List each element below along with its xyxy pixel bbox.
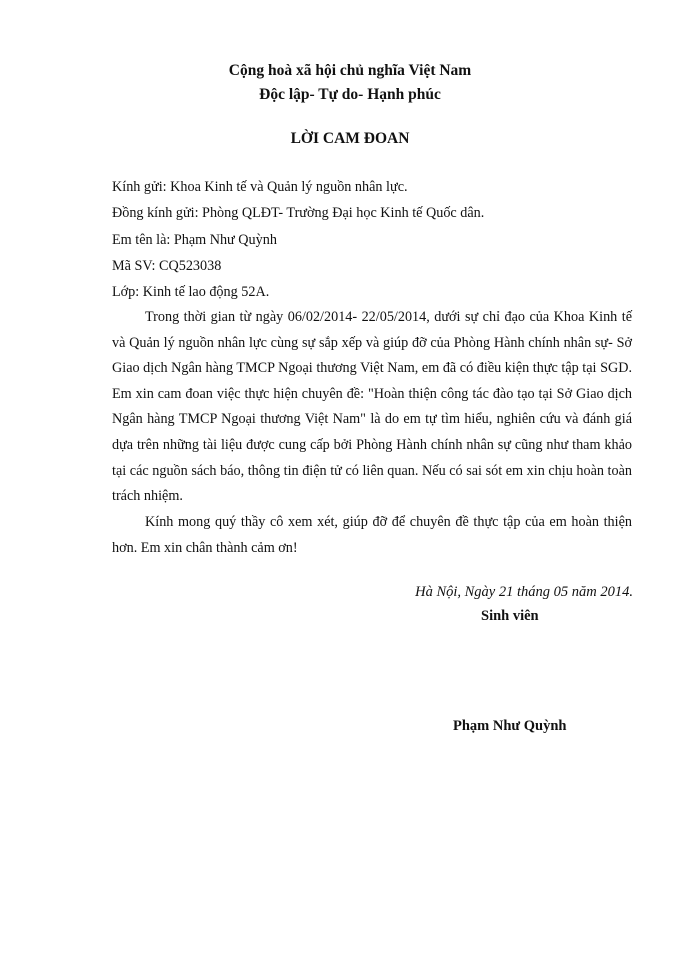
closing-paragraph: Kính mong quý thầy cô xem xét, giúp đỡ để chuyên đề thực tập của em hoàn thiện hơn. Em xin chân thành cảm ơn! [112,514,632,556]
national-name-heading: Cộng hoà xã hội chủ nghĩa Việt Nam [228,62,472,79]
signer-name: Phạm Như Quỳnh [453,718,567,734]
declaration-paragraph: Trong thời gian từ ngày 06/02/2014- 22/05/2014, dưới sự chỉ đạo của Khoa Kinh tế và Quản lý nguồn nhân lực cùng sự sắp xếp và giúp đỡ của Phòng Hành chính nhân sự- Sở Giao dịch Ngân hàng TMCP Ngoại thương Việt Nam, em đã có điều kiện thực tập tại SGD. Em xin cam đoan việc thực hiện chuyên đề: "Hoàn thiện công tác đào tạo tại Sở Giao dịch Ngân hàng TMCP Ngoại thương Việt Nam" là do em tự tìm hiểu, nghiên cứu và đánh giá dựa trên những tài liệu được cung cấp bởi Phòng Hành chính nhân sự cũng như tham khảo tại các nguồn sách báo, thông tin điện tử có liên quan. Nếu có sai sót em xin chịu hoàn toàn trách nhiệm. [112,309,632,505]
student-name-line: Em tên là: Phạm Như Quỳnh [112,232,277,248]
place-and-date: Hà Nội, Ngày 21 tháng 05 năm 2014. [415,584,633,600]
recipient-line: Kính gửi: Khoa Kinh tế và Quản lý nguồn nhân lực. [112,179,408,195]
motto-heading: Độc lập- Tự do- Hạnh phúc [259,86,441,103]
signer-role: Sinh viên [481,608,539,624]
student-id-line: Mã SV: CQ523038 [112,258,222,274]
student-class-line: Lớp: Kinh tế lao động 52A. [112,284,270,300]
document-title: LỜI CAM ĐOAN [290,130,410,147]
cc-recipient-line: Đồng kính gửi: Phòng QLĐT- Trường Đại học Kinh tế Quốc dân. [112,205,485,221]
